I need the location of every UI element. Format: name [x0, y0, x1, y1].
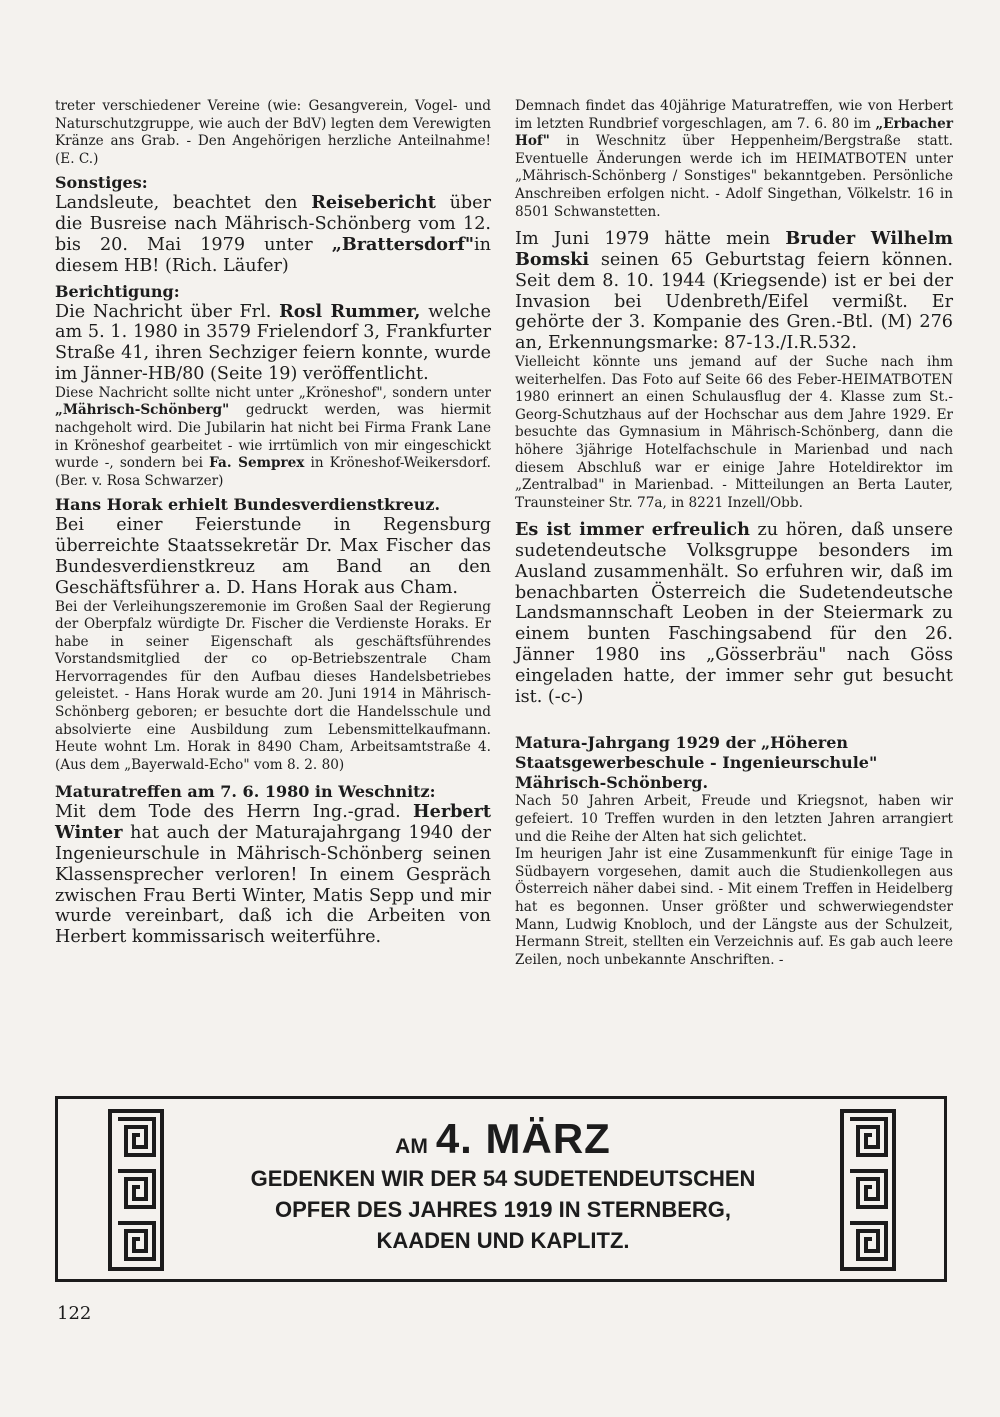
greek-key-ornament-icon: [840, 1109, 896, 1271]
demnach-text: Demnach findet das 40jährige Maturatreffen, wie von Herbert im letzten Rundbrief vorgeschlagen, am 7. 6. 80 im „Erbacher Hof" in Weschnitz über Heppenheim/Bergstraße statt. Eventuelle Änderungen werde ich im HEIMATBOTEN unter „Mährisch-Schönberg / Sonstiges" bekanntgeben. Persönliche Anschreiben erfolgen nicht. - Adolf Singethan, Völkelstr. 16 in 8501 Schwanstetten.: [515, 98, 953, 220]
banner-date: 4. MÄRZ: [435, 1115, 611, 1162]
heading-berichtigung: Berichtigung:: [55, 281, 180, 301]
matura-1929-p1: Nach 50 Jahren Arbeit, Freude und Kriegsnot, haben wir gefeiert. 10 Treffen wurden in den letzten Jahren arrangiert und die Reihe der Alten hat sich gelichtet.: [515, 793, 953, 845]
banner-line-1: GEDENKEN WIR DER 54 SUDETENDEUTSCHEN: [250, 1166, 756, 1191]
horak-lead: Bei einer Feierstunde in Regensburg überreichte Staatssekretär Dr. Max Fischer das Bundesverdienstkreuz am Band an den Geschäftsführer a. D. Hans Horak aus Cham.: [55, 515, 491, 598]
obituary-end: treter verschiedener Vereine (wie: Gesangverein, Vogel- und Naturschutzgruppe, wie auch der BdV) legten dem Verewigten Kränze ans Grab. - Den Angehörigen herzliche Anteilnahme! (E. C.): [55, 98, 491, 167]
greek-key-ornament-icon: [108, 1109, 164, 1271]
bomski-lead: Im Juni 1979 hätte mein Bruder Wilhelm Bomski seinen 65 Geburtstag feiern können. Seit dem 8. 10. 1944 (Kriegsende) ist er bei der Invasion bei Udenbreth/Eifel vermißt. Er gehörte der 3. Kompanie des Gren.-Btl. (M) 276 an, Erkennungsmarke: 87-13./I.R.532.: [515, 228, 953, 354]
heading-matura-1929: Matura-Jahrgang 1929 der „Höheren Staatsgewerbeschule - Ingenieurschule" Mährisch-Schönberg.: [515, 733, 878, 793]
bomski-body: Vielleicht könnte uns jemand auf der Suche nach ihm weiterhelfen. Das Foto auf Seite 66 des Feber-HEIMATBOTEN 1980 erinnert an einen Schulausflug der 4. Klasse zum St.-Georg-Schutzhaus auf der Hochschar aus dem Jahre 1929. Er besuchte das Gymnasium in Mährisch-Schönberg, dann die höhere 3jährige Hotelfachschule in Marienbad und nach diesem Abschluß war er einige Jahre Hoteldirektor im „Zentralbad" in Marienbad. - Mitteilungen an Berta Lauter, Traunsteiner Str. 77a, in 8221 Inzell/Obb.: [515, 353, 953, 511]
sonstiges-text: Landsleute, beachtet den Reisebericht über die Busreise nach Mährisch-Schönberg vom 12. bis 20. Mai 1979 unter „Brattersdorf"in diesem HB! (Rich. Läufer): [55, 192, 491, 276]
banner-headline: [178, 1115, 828, 1163]
right-column: [515, 98, 953, 969]
maturatreffen-text: Mit dem Tode des Herrn Ing.-grad. Herbert Winter hat auch der Maturajahrgang 1940 der Ingenieurschule in Mährisch-Schönberg seinen Klassensprecher verloren! In einem Gespräch zwischen Frau Berti Winter, Matis Sepp und mir wurde vereinbart, daß ich die Arbeiten von Herbert kommissarisch weiterführe.: [55, 801, 491, 948]
berichtigung-lead: Die Nachricht über Frl. Rosl Rummer, welche am 5. 1. 1980 in 3579 Frielendorf 3, Frankfurter Straße 41, ihren Sechziger feiern konnte, wurde im Jänner-HB/80 (Seite 19) veröffentlicht.: [55, 300, 491, 384]
banner-line-3: KAADEN UND KAPLITZ.: [376, 1228, 630, 1253]
page-number: 122: [57, 1303, 92, 1324]
banner-text: [178, 1115, 828, 1256]
matura-1929-p2: Im heurigen Jahr ist eine Zusammenkunft für einige Tage in Südbayern vorgesehen, damit auch die Studienkollegen aus Österreich näher dabei sind. - Mit einem Treffen in Heidelberg hat es begonnen. Unser größter und schwerwiegendster Mann, Ludwig Knobloch, und der Längste aus der Schulzeit, Hermann Streit, stellten ein Verzeichnis auf. Es gab auch leere Zeilen, noch unbekannte Anschriften. -: [515, 846, 953, 968]
horak-body: Bei der Verleihungszeremonie im Großen Saal der Regierung der Oberpfalz würdigte Dr. Fischer die Verdienste Horaks. Er habe in seiner Eigenschaft als geschäftsführendes Vorstandsmitglied der co op-Betriebszentrale Cham Hervorragendes für den Aufbau dieses Handelsbetriebes geleistet. - Hans Horak wurde am 20. Juni 1914 in Mährisch-Schönberg geboren; er besuchte dort die Handelsschule und absolvierte eine Ausbildung zum Lebensmittelkaufmann. Heute wohnt Lm. Horak in 8490 Cham, Arbeitsamtstraße 4. (Aus dem „Bayerwald-Echo" vom 8. 2. 80): [55, 598, 491, 773]
heading-maturatreffen: Maturatreffen am 7. 6. 1980 in Weschnitz:: [55, 782, 436, 802]
erfreulich-text: Es ist immer erfreulich zu hören, daß unsere sudetendeutsche Volksgruppe besonders im Ausland zusammenhält. So erfuhren wir, daß im benachbarten Österreich die Sudetendeutsche Landsmannschaft Leoben in der Steiermark zu einem bunten Faschingsabend für den 26. Jänner 1980 ins „Gösserbräu" nach Göss eingeladen hatte, der immer sehr gut besucht ist. (-c-): [515, 519, 953, 707]
berichtigung-body: Diese Nachricht sollte nicht unter „Kröneshof", sondern unter „Mährisch-Schönberg" gedruckt werden, was hiermit nachgeholt wird. Die Jubilarin hat nicht bei Firma Frank Lane in Kröneshof gearbeitet - wie irrtümlich von mir eingeschickt wurde -, sondern bei Fa. Semprex in Kröneshof-Weikersdorf. (Ber. v. Rosa Schwarzer): [55, 384, 492, 489]
banner-line-2: OPFER DES JAHRES 1919 IN STERNBERG,: [274, 1197, 731, 1222]
memorial-banner: [55, 1096, 947, 1282]
left-column: [55, 98, 491, 948]
heading-horak: Hans Horak erhielt Bundesverdienstkreuz.: [55, 495, 441, 515]
heading-sonstiges: Sonstiges:: [55, 173, 148, 193]
banner-am: AM: [395, 1135, 428, 1158]
